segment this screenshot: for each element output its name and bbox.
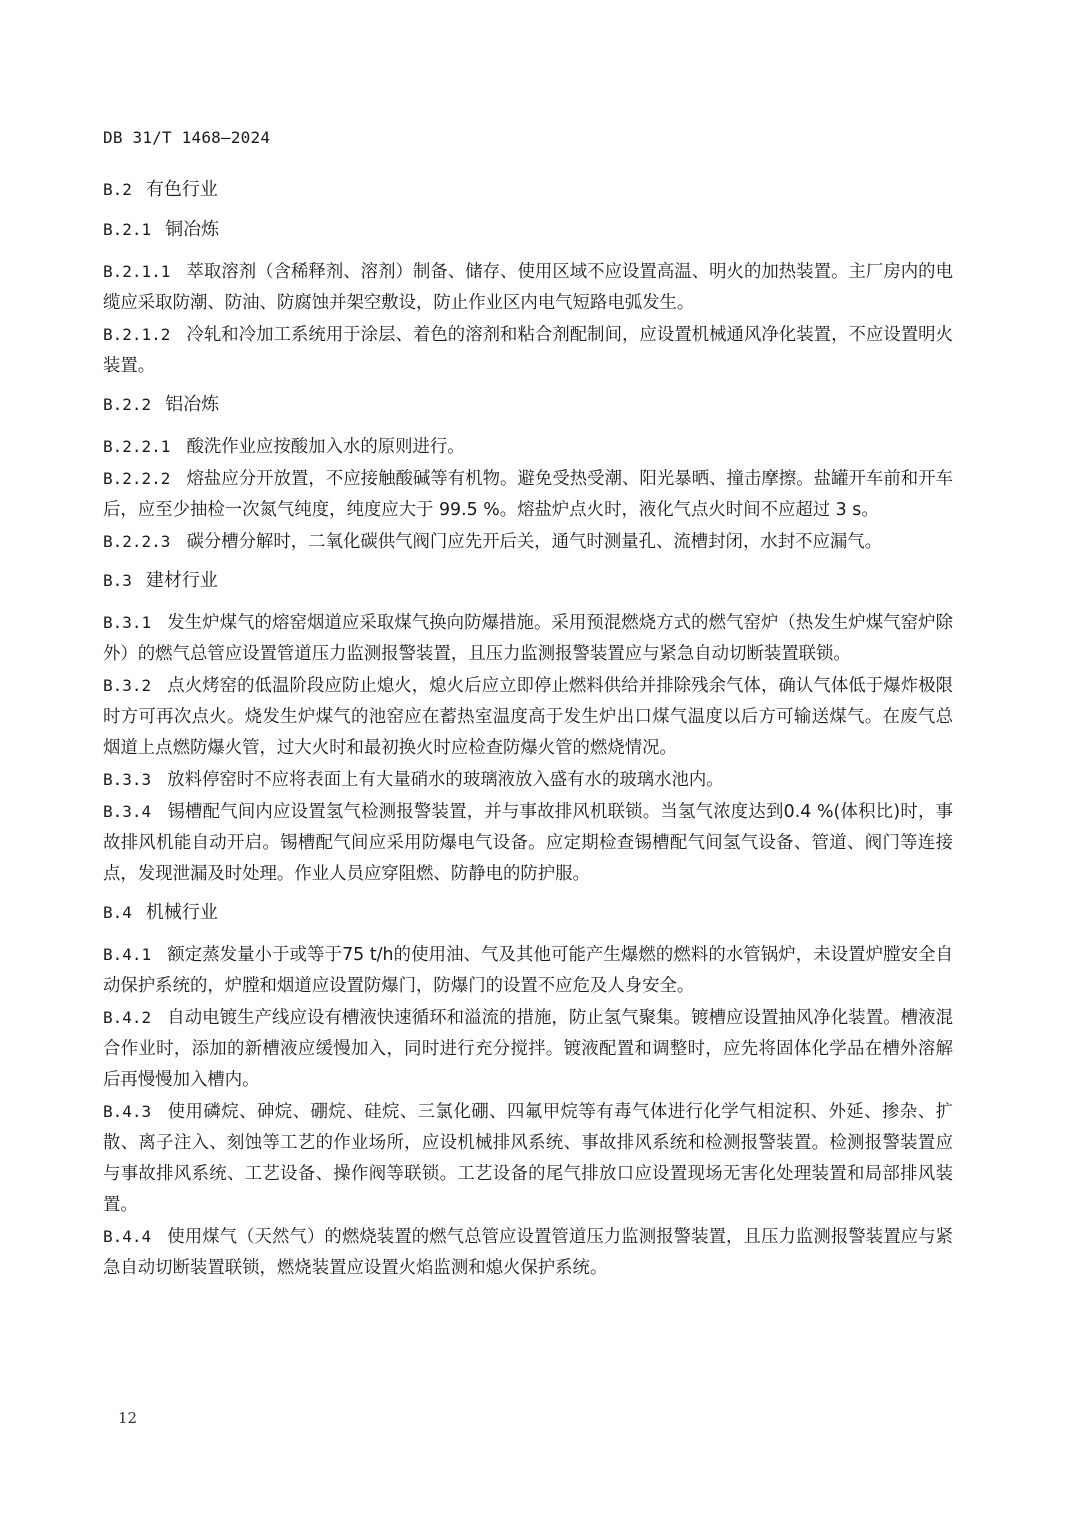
- document-code: DB 31/T 1468—2024: [103, 128, 271, 147]
- clause-number: B.2.2.1: [103, 437, 171, 456]
- clause-paragraph: [103, 939, 953, 1002]
- section-number: B.4: [103, 903, 132, 922]
- clause-paragraph: [103, 256, 953, 319]
- clause-paragraph: [103, 764, 953, 796]
- clause-number: B.4.4: [103, 1227, 152, 1246]
- section-number: B.3: [103, 571, 132, 590]
- clause-paragraph: [103, 319, 953, 382]
- clause-text: 自动电镀生产线应设有槽液快速循环和溢流的措施，防止氢气聚集。镀槽应设置抽风净化装置。槽液混合作业时，添加的新槽液应缓慢加入，同时进行充分搅拌。镀液配置和调整时，应先将固体化学品在槽外溶解后再慢慢加入槽内。: [103, 1008, 953, 1090]
- clause-paragraph: [103, 526, 953, 558]
- clause-number: B.4.1: [103, 945, 152, 964]
- section-number: B.2.1: [103, 220, 152, 239]
- clause-paragraph: [103, 1002, 953, 1096]
- clause-paragraph: [103, 1221, 953, 1284]
- clause-text: 萃取溶剂（含稀释剂、溶剂）制备、储存、使用区域不应设置高温、明火的加热装置。主厂房内的电缆应采取防潮、防油、防腐蚀并架空敷设，防止作业区内电气短路电弧发生。: [103, 262, 953, 313]
- section-number: B.2.2: [103, 395, 152, 414]
- clause-number: B.2.2.3: [103, 532, 171, 551]
- clause-number: B.3.1: [103, 613, 152, 632]
- clause-paragraph: [103, 1096, 953, 1221]
- clause-number: B.4.3: [103, 1102, 152, 1121]
- section-title: 有色行业: [145, 179, 218, 200]
- clause-paragraph: [103, 670, 953, 764]
- section-title: 铜冶炼: [165, 219, 220, 240]
- clause-number: B.2.1.1: [103, 262, 171, 281]
- clause-number: B.3.3: [103, 770, 152, 789]
- clause-number: B.4.2: [103, 1008, 152, 1027]
- clause-number: B.3.2: [103, 676, 152, 695]
- clause-text: 额定蒸发量小于或等于75 t/h的使用油、气及其他可能产生爆燃的燃料的水管锅炉，未设置炉膛安全自动保护系统的，炉膛和烟道应设置防爆门，防爆门的设置不应危及人身安全。: [103, 945, 953, 996]
- clause-text: 锡槽配气间内应设置氢气检测报警装置，并与事故排风机联锁。当氢气浓度达到0.4 %(体积比)时，事故排风机能自动开启。锡槽配气间应采用防爆电气设备。应定期检查锡槽配气间氢气设备、管道、阀门等连接点，发现泄漏及时处理。作业人员应穿阻燃、防静电的防护服。: [103, 802, 953, 884]
- clause-paragraph: [103, 463, 953, 526]
- clause-text: 酸洗作业应按酸加入水的原则进行。: [186, 437, 465, 457]
- section-title: 机械行业: [145, 902, 218, 923]
- clause-text: 冷轧和冷加工系统用于涂层、着色的溶剂和粘合剂配制间，应设置机械通风净化装置，不应设置明火装置。: [103, 325, 953, 376]
- clause-number: B.2.2.2: [103, 469, 171, 488]
- clause-text: 熔盐应分开放置，不应接触酸碱等有机物。避免受热受潮、阳光暴晒、撞击摩擦。盐罐开车前和开车后，应至少抽检一次氮气纯度，纯度应大于 99.5 %。熔盐炉点火时，液化气点火时间不应超过 3 s。: [103, 469, 953, 520]
- clause-text: 发生炉煤气的熔窑烟道应采取煤气换向防爆措施。采用预混燃烧方式的燃气窑炉（热发生炉煤气窑炉除外）的燃气总管应设置管道压力监测报警装置，且压力监测报警装置应与紧急自动切断装置联锁。: [103, 613, 953, 664]
- section-number: B.2: [103, 180, 132, 199]
- clause-text: 使用煤气（天然气）的燃烧装置的燃气总管应设置管道压力监测报警装置，且压力监测报警装置应与紧急自动切断装置联锁，燃烧装置应设置火焰监测和熄火保护系统。: [103, 1227, 953, 1278]
- clause-text: 点火烤窑的低温阶段应防止熄火，熄火后应立即停止燃料供给并排除残余气体，确认气体低于爆炸极限时方可再次点火。烧发生炉煤气的池窑应在蓄热室温度高于发生炉出口煤气温度以后方可输送煤气。在废气总烟道上点燃防爆火管，过大火时和最初换火时应检查防爆火管的燃烧情况。: [103, 676, 953, 758]
- clause-text: 放料停窑时不应将表面上有大量硝水的玻璃液放入盛有水的玻璃水池内。: [167, 770, 724, 790]
- clause-paragraph: [103, 607, 953, 670]
- clause-number: B.3.4: [103, 802, 152, 821]
- section-title: 铝冶炼: [165, 394, 220, 415]
- section-heading: [103, 216, 953, 244]
- page-number: 12: [118, 1409, 138, 1427]
- section-heading: [103, 391, 953, 419]
- document-body: [103, 176, 953, 1284]
- clause-paragraph: [103, 796, 953, 890]
- clause-paragraph: [103, 431, 953, 463]
- section-heading: [103, 176, 953, 204]
- section-title: 建材行业: [145, 570, 218, 591]
- section-heading: [103, 567, 953, 595]
- clause-text: 碳分槽分解时，二氧化碳供气阀门应先开后关，通气时测量孔、流槽封闭，水封不应漏气。: [186, 532, 883, 552]
- section-heading: [103, 899, 953, 927]
- clause-text: 使用磷烷、砷烷、硼烷、硅烷、三氯化硼、四氟甲烷等有毒气体进行化学气相淀积、外延、掺杂、扩散、离子注入、刻蚀等工艺的作业场所，应设机械排风系统、事故排风系统和检测报警装置。检测报警装置应与事故排风系统、工艺设备、操作阀等联锁。工艺设备的尾气排放口应设置现场无害化处理装置和局部排风装置。: [103, 1102, 953, 1215]
- clause-number: B.2.1.2: [103, 325, 171, 344]
